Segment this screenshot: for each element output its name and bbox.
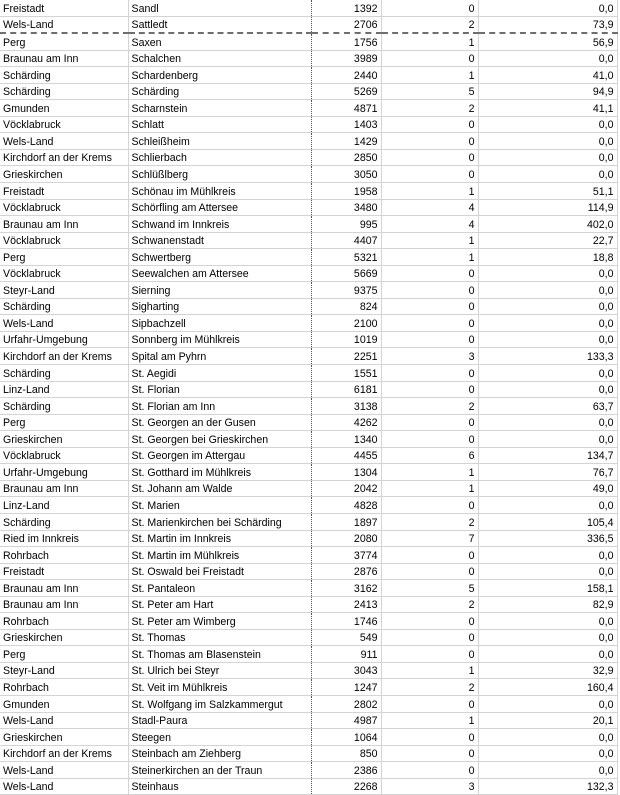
- district-cell[interactable]: Wels-Land: [0, 778, 128, 795]
- district-cell[interactable]: Steyr-Land: [0, 662, 128, 679]
- case-count-cell[interactable]: 3: [381, 778, 478, 795]
- rate-cell[interactable]: 18,8: [478, 249, 617, 266]
- population-cell[interactable]: 911: [311, 646, 381, 663]
- municipality-cell[interactable]: St. Veit im Mühlkreis: [128, 679, 311, 696]
- district-cell[interactable]: Urfahr-Umgebung: [0, 464, 128, 481]
- table-row: [0, 679, 617, 696]
- population-cell[interactable]: 1403: [311, 116, 381, 133]
- population-cell[interactable]: 2251: [311, 348, 381, 365]
- municipality-cell[interactable]: St. Peter am Wimberg: [128, 613, 311, 630]
- case-count-cell[interactable]: 0: [381, 762, 478, 779]
- district-cell[interactable]: Vöcklabruck: [0, 232, 128, 249]
- district-cell[interactable]: Perg: [0, 646, 128, 663]
- rate-cell[interactable]: 0,0: [478, 414, 617, 431]
- case-count-cell[interactable]: 0: [381, 547, 478, 564]
- population-cell[interactable]: 5669: [311, 265, 381, 282]
- rate-cell[interactable]: 336,5: [478, 530, 617, 547]
- municipality-cell[interactable]: St. Florian am Inn: [128, 398, 311, 415]
- population-cell[interactable]: 1304: [311, 464, 381, 481]
- table-row: [0, 348, 617, 365]
- case-count-cell[interactable]: 5: [381, 580, 478, 597]
- rate-cell[interactable]: 0,0: [478, 745, 617, 762]
- case-count-cell[interactable]: 0: [381, 381, 478, 398]
- district-cell[interactable]: Schärding: [0, 398, 128, 415]
- district-cell[interactable]: Kirchdorf an der Krems: [0, 149, 128, 166]
- table-row: [0, 762, 617, 779]
- municipality-cell[interactable]: St. Pantaleon: [128, 580, 311, 597]
- rate-cell[interactable]: 134,7: [478, 447, 617, 464]
- population-cell[interactable]: 5269: [311, 83, 381, 100]
- population-cell[interactable]: 1958: [311, 183, 381, 200]
- population-cell[interactable]: 3162: [311, 580, 381, 597]
- table-row: [0, 365, 617, 382]
- table-row: [0, 497, 617, 514]
- rate-cell[interactable]: 0,0: [478, 695, 617, 712]
- rate-cell[interactable]: 114,9: [478, 199, 617, 216]
- rate-cell[interactable]: 0,0: [478, 50, 617, 67]
- population-cell[interactable]: 824: [311, 298, 381, 315]
- case-count-cell[interactable]: 7: [381, 530, 478, 547]
- case-count-cell[interactable]: 2: [381, 398, 478, 415]
- district-cell[interactable]: Wels-Land: [0, 16, 128, 33]
- table-row: [0, 464, 617, 481]
- district-cell[interactable]: Rohrbach: [0, 547, 128, 564]
- table-row: [0, 778, 617, 795]
- population-cell[interactable]: 1340: [311, 431, 381, 448]
- municipality-cell[interactable]: Schardenberg: [128, 67, 311, 84]
- district-cell[interactable]: Grieskirchen: [0, 166, 128, 183]
- municipality-cell[interactable]: St. Florian: [128, 381, 311, 398]
- table-row: [0, 547, 617, 564]
- municipality-cell[interactable]: Saxen: [128, 33, 311, 50]
- population-cell[interactable]: 4828: [311, 497, 381, 514]
- table-row: [0, 729, 617, 746]
- table-row: [0, 33, 617, 50]
- district-cell[interactable]: Schärding: [0, 365, 128, 382]
- municipality-cell[interactable]: Steinhaus: [128, 778, 311, 795]
- district-cell[interactable]: Grieskirchen: [0, 629, 128, 646]
- population-cell[interactable]: 2413: [311, 596, 381, 613]
- population-cell[interactable]: 1064: [311, 729, 381, 746]
- rate-cell[interactable]: 41,1: [478, 100, 617, 117]
- case-count-cell[interactable]: 4: [381, 199, 478, 216]
- district-cell[interactable]: Linz-Land: [0, 381, 128, 398]
- case-count-cell[interactable]: 1: [381, 183, 478, 200]
- case-count-cell[interactable]: 0: [381, 695, 478, 712]
- municipality-cell[interactable]: St. Martin im Mühlkreis: [128, 547, 311, 564]
- population-cell[interactable]: 9375: [311, 282, 381, 299]
- district-cell[interactable]: Grieskirchen: [0, 729, 128, 746]
- rate-cell[interactable]: 0,0: [478, 265, 617, 282]
- case-count-cell[interactable]: 0: [381, 629, 478, 646]
- rate-cell[interactable]: 0,0: [478, 282, 617, 299]
- district-cell[interactable]: Perg: [0, 249, 128, 266]
- municipality-cell[interactable]: Sipbachzell: [128, 315, 311, 332]
- population-cell[interactable]: 2386: [311, 762, 381, 779]
- population-cell[interactable]: 4455: [311, 447, 381, 464]
- municipality-cell[interactable]: Steinbach am Ziehberg: [128, 745, 311, 762]
- population-cell[interactable]: 2876: [311, 563, 381, 580]
- population-cell[interactable]: 2042: [311, 480, 381, 497]
- municipality-cell[interactable]: Sierning: [128, 282, 311, 299]
- population-cell[interactable]: 3989: [311, 50, 381, 67]
- table-row: [0, 0, 617, 16]
- municipality-cell[interactable]: St. Wolfgang im Salzkammergut: [128, 695, 311, 712]
- district-cell[interactable]: Gmunden: [0, 695, 128, 712]
- district-cell[interactable]: Braunau am Inn: [0, 216, 128, 233]
- rate-cell[interactable]: 0,0: [478, 563, 617, 580]
- table-row: [0, 563, 617, 580]
- district-cell[interactable]: Braunau am Inn: [0, 580, 128, 597]
- population-cell[interactable]: 6181: [311, 381, 381, 398]
- municipality-cell[interactable]: Schalchen: [128, 50, 311, 67]
- population-cell[interactable]: 2080: [311, 530, 381, 547]
- municipality-cell[interactable]: St. Aegidi: [128, 365, 311, 382]
- rate-cell[interactable]: 94,9: [478, 83, 617, 100]
- district-cell[interactable]: Ried im Innkreis: [0, 530, 128, 547]
- rate-cell[interactable]: 0,0: [478, 547, 617, 564]
- population-cell[interactable]: 4262: [311, 414, 381, 431]
- population-cell[interactable]: 1247: [311, 679, 381, 696]
- district-cell[interactable]: Kirchdorf an der Krems: [0, 348, 128, 365]
- table-row: [0, 712, 617, 729]
- district-cell[interactable]: Grieskirchen: [0, 431, 128, 448]
- case-count-cell[interactable]: 1: [381, 480, 478, 497]
- rate-cell[interactable]: 0,0: [478, 646, 617, 663]
- district-cell[interactable]: Perg: [0, 414, 128, 431]
- population-cell[interactable]: 1429: [311, 133, 381, 150]
- case-count-cell[interactable]: 1: [381, 464, 478, 481]
- population-cell[interactable]: 2802: [311, 695, 381, 712]
- rate-cell[interactable]: 0,0: [478, 365, 617, 382]
- rate-cell[interactable]: 32,9: [478, 662, 617, 679]
- municipality-cell[interactable]: St. Peter am Hart: [128, 596, 311, 613]
- case-count-cell[interactable]: 1: [381, 232, 478, 249]
- municipality-cell[interactable]: Schönau im Mühlkreis: [128, 183, 311, 200]
- rate-cell[interactable]: 51,1: [478, 183, 617, 200]
- municipality-cell[interactable]: St. Oswald bei Freistadt: [128, 563, 311, 580]
- case-count-cell[interactable]: 0: [381, 133, 478, 150]
- case-count-cell[interactable]: 1: [381, 33, 478, 50]
- population-cell[interactable]: 3774: [311, 547, 381, 564]
- case-count-cell[interactable]: 0: [381, 729, 478, 746]
- table-row: [0, 513, 617, 530]
- table-row: [0, 596, 617, 613]
- district-cell[interactable]: Braunau am Inn: [0, 596, 128, 613]
- municipality-cell[interactable]: St. Thomas am Blasenstein: [128, 646, 311, 663]
- municipality-cell[interactable]: St. Marien: [128, 497, 311, 514]
- district-cell[interactable]: Schärding: [0, 83, 128, 100]
- municipality-cell[interactable]: St. Johann am Walde: [128, 480, 311, 497]
- rate-cell[interactable]: 0,0: [478, 298, 617, 315]
- district-cell[interactable]: Schärding: [0, 67, 128, 84]
- case-count-cell[interactable]: 0: [381, 431, 478, 448]
- rate-cell[interactable]: 73,9: [478, 16, 617, 33]
- district-cell[interactable]: Braunau am Inn: [0, 50, 128, 67]
- rate-cell[interactable]: 0,0: [478, 315, 617, 332]
- case-count-cell[interactable]: 0: [381, 0, 478, 16]
- population-cell[interactable]: 549: [311, 629, 381, 646]
- population-cell[interactable]: 3480: [311, 199, 381, 216]
- rate-cell[interactable]: 0,0: [478, 729, 617, 746]
- population-cell[interactable]: 4871: [311, 100, 381, 117]
- municipality-cell[interactable]: St. Marienkirchen bei Schärding: [128, 513, 311, 530]
- table-row: [0, 133, 617, 150]
- table-row: [0, 414, 617, 431]
- table-row: [0, 381, 617, 398]
- table-row: [0, 100, 617, 117]
- district-cell[interactable]: Braunau am Inn: [0, 480, 128, 497]
- case-count-cell[interactable]: 0: [381, 315, 478, 332]
- rate-cell[interactable]: 0,0: [478, 381, 617, 398]
- table-row: [0, 249, 617, 266]
- table-row: [0, 331, 617, 348]
- case-count-cell[interactable]: 0: [381, 116, 478, 133]
- rate-cell[interactable]: 0,0: [478, 497, 617, 514]
- table-row: [0, 199, 617, 216]
- table-row: [0, 480, 617, 497]
- table-row: [0, 431, 617, 448]
- population-cell[interactable]: 1897: [311, 513, 381, 530]
- table-row: [0, 216, 617, 233]
- case-count-cell[interactable]: 0: [381, 50, 478, 67]
- district-cell[interactable]: Vöcklabruck: [0, 116, 128, 133]
- district-cell[interactable]: Rohrbach: [0, 679, 128, 696]
- rate-cell[interactable]: 22,7: [478, 232, 617, 249]
- population-cell[interactable]: 2850: [311, 149, 381, 166]
- rate-cell[interactable]: 0,0: [478, 762, 617, 779]
- population-cell[interactable]: 2268: [311, 778, 381, 795]
- municipality-cell[interactable]: Schörfling am Attersee: [128, 199, 311, 216]
- population-cell[interactable]: 4987: [311, 712, 381, 729]
- case-count-cell[interactable]: 2: [381, 16, 478, 33]
- case-count-cell[interactable]: 1: [381, 662, 478, 679]
- case-count-cell[interactable]: 2: [381, 596, 478, 613]
- table-row: [0, 629, 617, 646]
- district-cell[interactable]: Kirchdorf an der Krems: [0, 745, 128, 762]
- rate-cell[interactable]: 0,0: [478, 613, 617, 630]
- table-row: [0, 149, 617, 166]
- district-cell[interactable]: Freistadt: [0, 563, 128, 580]
- table-row: [0, 16, 617, 33]
- municipality-cell[interactable]: Schlüßlberg: [128, 166, 311, 183]
- table-row: [0, 265, 617, 282]
- rate-cell[interactable]: 158,1: [478, 580, 617, 597]
- municipality-cell[interactable]: Schlatt: [128, 116, 311, 133]
- rate-cell[interactable]: 133,3: [478, 348, 617, 365]
- population-cell[interactable]: 2100: [311, 315, 381, 332]
- case-count-cell[interactable]: 6: [381, 447, 478, 464]
- district-cell[interactable]: Freistadt: [0, 183, 128, 200]
- municipality-cell[interactable]: Steinerkirchen an der Traun: [128, 762, 311, 779]
- municipality-cell[interactable]: Stadl-Paura: [128, 712, 311, 729]
- municipality-cell[interactable]: Schlierbach: [128, 149, 311, 166]
- table-row: [0, 745, 617, 762]
- population-cell[interactable]: 1392: [311, 0, 381, 16]
- population-cell[interactable]: 1019: [311, 331, 381, 348]
- table-row: [0, 298, 617, 315]
- municipality-cell[interactable]: St. Georgen im Attergau: [128, 447, 311, 464]
- table-row: [0, 398, 617, 415]
- table-row: [0, 166, 617, 183]
- rate-cell[interactable]: 56,9: [478, 33, 617, 50]
- case-count-cell[interactable]: 0: [381, 613, 478, 630]
- district-cell[interactable]: Wels-Land: [0, 315, 128, 332]
- population-cell[interactable]: 995: [311, 216, 381, 233]
- municipality-cell[interactable]: Schwanenstadt: [128, 232, 311, 249]
- case-count-cell[interactable]: 0: [381, 365, 478, 382]
- rate-cell[interactable]: 132,3: [478, 778, 617, 795]
- municipality-cell[interactable]: Schwertberg: [128, 249, 311, 266]
- case-count-cell[interactable]: 0: [381, 745, 478, 762]
- municipality-cell[interactable]: Scharnstein: [128, 100, 311, 117]
- case-count-cell[interactable]: 1: [381, 712, 478, 729]
- population-cell[interactable]: 5321: [311, 249, 381, 266]
- district-cell[interactable]: Wels-Land: [0, 762, 128, 779]
- municipality-cell[interactable]: St. Ulrich bei Steyr: [128, 662, 311, 679]
- population-cell[interactable]: 850: [311, 745, 381, 762]
- district-cell[interactable]: Steyr-Land: [0, 282, 128, 299]
- district-cell[interactable]: Vöcklabruck: [0, 265, 128, 282]
- rate-cell[interactable]: 0,0: [478, 431, 617, 448]
- table-row: [0, 183, 617, 200]
- municipality-cell[interactable]: St. Georgen an der Gusen: [128, 414, 311, 431]
- district-cell[interactable]: Perg: [0, 33, 128, 50]
- case-count-cell[interactable]: 0: [381, 265, 478, 282]
- rate-cell[interactable]: 49,0: [478, 480, 617, 497]
- table-row: [0, 116, 617, 133]
- case-count-cell[interactable]: 5: [381, 83, 478, 100]
- rate-cell[interactable]: 160,4: [478, 679, 617, 696]
- case-count-cell[interactable]: 0: [381, 149, 478, 166]
- table-row: [0, 232, 617, 249]
- case-count-cell[interactable]: 4: [381, 216, 478, 233]
- case-count-cell[interactable]: 2: [381, 100, 478, 117]
- case-count-cell[interactable]: 1: [381, 249, 478, 266]
- rate-cell[interactable]: 0,0: [478, 331, 617, 348]
- case-count-cell[interactable]: 3: [381, 348, 478, 365]
- rate-cell[interactable]: 105,4: [478, 513, 617, 530]
- table-row: [0, 613, 617, 630]
- rate-cell[interactable]: 20,1: [478, 712, 617, 729]
- district-cell[interactable]: Rohrbach: [0, 613, 128, 630]
- table-row: [0, 580, 617, 597]
- district-cell[interactable]: Linz-Land: [0, 497, 128, 514]
- table-row: [0, 67, 617, 84]
- district-cell[interactable]: Urfahr-Umgebung: [0, 331, 128, 348]
- case-count-cell[interactable]: 2: [381, 679, 478, 696]
- case-count-cell[interactable]: 0: [381, 298, 478, 315]
- table-row: [0, 646, 617, 663]
- rate-cell[interactable]: 76,7: [478, 464, 617, 481]
- case-count-cell[interactable]: 1: [381, 67, 478, 84]
- municipality-cell[interactable]: St. Thomas: [128, 629, 311, 646]
- population-cell[interactable]: 2440: [311, 67, 381, 84]
- rate-cell[interactable]: 82,9: [478, 596, 617, 613]
- district-cell[interactable]: Schärding: [0, 513, 128, 530]
- table-row: [0, 282, 617, 299]
- municipality-cell[interactable]: St. Martin im Innkreis: [128, 530, 311, 547]
- case-count-cell[interactable]: 0: [381, 497, 478, 514]
- population-cell[interactable]: 3050: [311, 166, 381, 183]
- district-cell[interactable]: Schärding: [0, 298, 128, 315]
- rate-cell[interactable]: 0,0: [478, 0, 617, 16]
- population-cell[interactable]: 1746: [311, 613, 381, 630]
- municipality-cell[interactable]: St. Gotthard im Mühlkreis: [128, 464, 311, 481]
- population-cell[interactable]: 1756: [311, 33, 381, 50]
- rate-cell[interactable]: 402,0: [478, 216, 617, 233]
- table-row: [0, 530, 617, 547]
- rate-cell[interactable]: 41,0: [478, 67, 617, 84]
- municipality-cell[interactable]: Sandl: [128, 0, 311, 16]
- case-count-cell[interactable]: 0: [381, 166, 478, 183]
- population-cell[interactable]: 3043: [311, 662, 381, 679]
- rate-cell[interactable]: 0,0: [478, 133, 617, 150]
- district-cell[interactable]: Freistadt: [0, 0, 128, 16]
- table-row: [0, 83, 617, 100]
- municipality-cell[interactable]: Sigharting: [128, 298, 311, 315]
- municipality-cell[interactable]: Seewalchen am Attersee: [128, 265, 311, 282]
- rate-cell[interactable]: 0,0: [478, 116, 617, 133]
- case-count-cell[interactable]: 2: [381, 513, 478, 530]
- rate-cell[interactable]: 0,0: [478, 629, 617, 646]
- table-row: [0, 315, 617, 332]
- population-cell[interactable]: 1551: [311, 365, 381, 382]
- district-cell[interactable]: Wels-Land: [0, 712, 128, 729]
- municipality-cell[interactable]: Sonnberg im Mühlkreis: [128, 331, 311, 348]
- municipality-cell[interactable]: Schleißheim: [128, 133, 311, 150]
- population-cell[interactable]: 3138: [311, 398, 381, 415]
- population-cell[interactable]: 2706: [311, 16, 381, 33]
- municipality-cell[interactable]: Schärding: [128, 83, 311, 100]
- table-row: [0, 447, 617, 464]
- case-count-cell[interactable]: 0: [381, 331, 478, 348]
- municipality-cell[interactable]: Steegen: [128, 729, 311, 746]
- table-row: [0, 662, 617, 679]
- municipality-cell[interactable]: Schwand im Innkreis: [128, 216, 311, 233]
- population-cell[interactable]: 4407: [311, 232, 381, 249]
- table-row: [0, 50, 617, 67]
- district-cell[interactable]: Vöcklabruck: [0, 199, 128, 216]
- district-cell[interactable]: Gmunden: [0, 100, 128, 117]
- district-cell[interactable]: Vöcklabruck: [0, 447, 128, 464]
- municipality-cell[interactable]: Spital am Pyhrn: [128, 348, 311, 365]
- case-count-cell[interactable]: 0: [381, 563, 478, 580]
- municipality-cell[interactable]: Sattledt: [128, 16, 311, 33]
- case-count-cell[interactable]: 0: [381, 282, 478, 299]
- rate-cell[interactable]: 0,0: [478, 149, 617, 166]
- case-count-cell[interactable]: 0: [381, 646, 478, 663]
- case-count-cell[interactable]: 0: [381, 414, 478, 431]
- rate-cell[interactable]: 0,0: [478, 166, 617, 183]
- district-cell[interactable]: Wels-Land: [0, 133, 128, 150]
- rate-cell[interactable]: 63,7: [478, 398, 617, 415]
- municipality-cell[interactable]: St. Georgen bei Grieskirchen: [128, 431, 311, 448]
- table-row: [0, 695, 617, 712]
